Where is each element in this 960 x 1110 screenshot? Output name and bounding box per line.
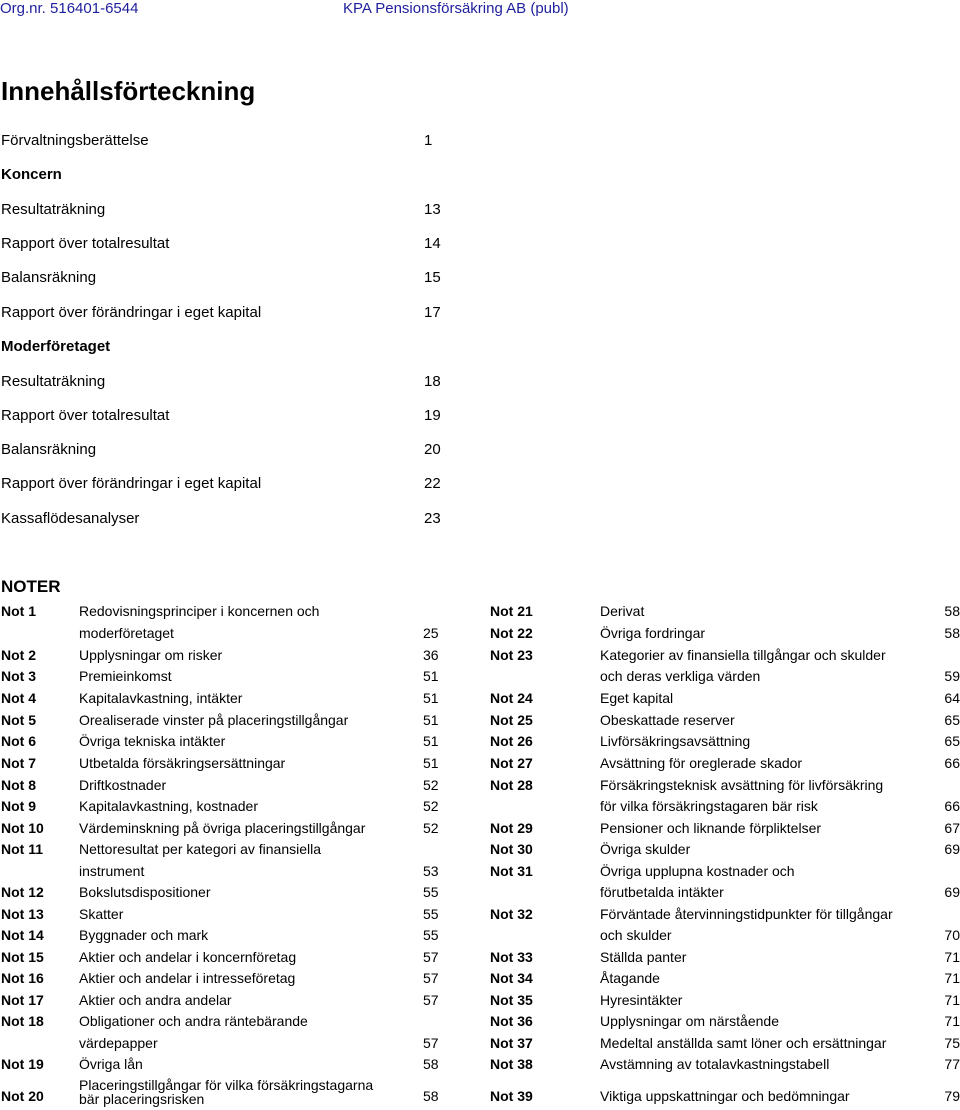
note-label: Orealiserade vinster på placeringstillgångar — [79, 712, 349, 728]
note-page: 51 — [423, 755, 439, 771]
note-label: Skatter — [79, 906, 124, 922]
note-label: Livförsäkringsavsättning — [600, 733, 751, 749]
note-number: Not 24 — [490, 690, 533, 706]
note-page: 59 — [944, 668, 960, 684]
note-page: 52 — [423, 798, 439, 814]
note-number: Not 28 — [490, 777, 533, 793]
note-row[interactable] — [0, 687, 960, 709]
note-row[interactable] — [0, 665, 960, 687]
toc-entry-label: Balansräkning — [1, 269, 97, 286]
company-name: KPA Pensionsförsäkring AB (publ) — [343, 0, 569, 17]
note-number: Not 27 — [490, 755, 533, 771]
toc-entry-page: 23 — [424, 510, 441, 527]
note-number: Not 18 — [1, 1013, 44, 1029]
note-row[interactable] — [0, 967, 960, 989]
note-label: Hyresintäkter — [600, 992, 683, 1008]
note-page: 51 — [423, 712, 439, 728]
toc-entry-page: 22 — [424, 475, 441, 492]
note-page: 51 — [423, 668, 439, 684]
note-label-line-1: Placeringstillgångar för vilka försäkringstagarna — [79, 1077, 374, 1093]
note-page: 25 — [423, 625, 439, 641]
note-label: Upplysningar om närstående — [600, 1013, 779, 1029]
toc-entry[interactable] — [1, 440, 441, 460]
toc-entry-page: 1 — [424, 132, 433, 149]
note-number: Not 15 — [1, 949, 44, 965]
toc-entry-label: Resultaträkning — [1, 201, 106, 218]
note-number: Not 7 — [1, 755, 36, 771]
note-label: Åtagande — [600, 970, 660, 986]
note-number: Not 38 — [490, 1056, 533, 1072]
toc-entry[interactable] — [1, 131, 441, 151]
note-label: Eget kapital — [600, 690, 674, 706]
note-label: Medeltal anställda samt löner och ersättningar — [600, 1035, 887, 1051]
note-label: Bokslutsdispositioner — [79, 884, 211, 900]
note-label: förutbetalda intäkter — [600, 884, 724, 900]
note-page: 58 — [423, 1056, 439, 1072]
note-page: 53 — [423, 863, 439, 879]
note-page: 57 — [423, 970, 439, 986]
note-label: Driftkostnader — [79, 777, 167, 793]
note-row[interactable] — [0, 622, 960, 644]
note-number: Not 33 — [490, 949, 533, 965]
note-label: Övriga skulder — [600, 841, 691, 857]
note-label: Övriga fordringar — [600, 625, 706, 641]
note-row[interactable] — [0, 774, 960, 796]
note-label: Derivat — [600, 603, 645, 619]
note-label: och skulder — [600, 927, 672, 943]
note-number: Not 8 — [1, 777, 36, 793]
note-label: Premieinkomst — [79, 668, 172, 684]
section-heading-moderforetaget: Moderföretaget — [1, 338, 111, 355]
org-number: Org.nr. 516401-6544 — [0, 0, 139, 17]
note-number: Not 13 — [1, 906, 44, 922]
note-row[interactable] — [0, 838, 960, 860]
note-label: Övriga lån — [79, 1056, 143, 1072]
note-page: 70 — [944, 927, 960, 943]
toc-entry-page: 14 — [424, 235, 441, 252]
note-number: Not 22 — [490, 625, 533, 641]
note-label: Övriga tekniska intäkter — [79, 733, 226, 749]
toc-entry-page: 17 — [424, 304, 441, 321]
toc-entry[interactable] — [1, 303, 441, 323]
toc-entry[interactable] — [1, 509, 441, 529]
note-label: Obeskattade reserver — [600, 712, 735, 728]
note-page: 71 — [944, 1013, 960, 1029]
note-label: Övriga upplupna kostnader och — [600, 863, 795, 879]
toc-entry-label: Rapport över totalresultat — [1, 235, 170, 252]
note-label: Kapitalavkastning, kostnader — [79, 798, 258, 814]
toc-entry-page: 13 — [424, 201, 441, 218]
toc-entry[interactable] — [1, 406, 441, 426]
note-label: Aktier och andelar i koncernföretag — [79, 949, 297, 965]
toc-entry[interactable] — [1, 200, 441, 220]
note-label: Pensioner och liknande förpliktelser — [600, 820, 822, 836]
note-row[interactable] — [0, 730, 960, 752]
note-label: Redovisningsprinciper i koncernen och — [79, 603, 320, 619]
note-page: 66 — [944, 798, 960, 814]
note-row[interactable] — [0, 1032, 960, 1054]
note-row[interactable] — [0, 795, 960, 817]
note-label: Aktier och andra andelar — [79, 992, 232, 1008]
note-number: Not 4 — [1, 690, 36, 706]
note-number: Not 37 — [490, 1035, 533, 1051]
note-row[interactable] — [0, 752, 960, 774]
note-row[interactable] — [0, 709, 960, 731]
note-label: Avsättning för oreglerade skador — [600, 755, 803, 771]
note-row[interactable] — [0, 989, 960, 1011]
note-number: Not 29 — [490, 820, 533, 836]
toc-entry-page: 20 — [424, 441, 441, 458]
toc-entry[interactable] — [1, 268, 441, 288]
note-number: Not 6 — [1, 733, 36, 749]
note-number: Not 14 — [1, 927, 44, 943]
note-page: 52 — [423, 777, 439, 793]
note-label: Värdeminskning på övriga placeringstillgångar — [79, 820, 366, 836]
note-number: Not 9 — [1, 798, 36, 814]
note-number: Not 16 — [1, 970, 44, 986]
toc-entry[interactable] — [1, 372, 441, 392]
note-page: 58 — [423, 1088, 439, 1104]
note-number: Not 30 — [490, 841, 533, 857]
note-page: 51 — [423, 690, 439, 706]
note-row[interactable] — [0, 817, 960, 839]
note-page: 55 — [423, 906, 439, 922]
toc-entry-label: Rapport över förändringar i eget kapital — [1, 475, 262, 492]
note-label: Aktier och andelar i intresseföretag — [79, 970, 296, 986]
note-row[interactable] — [0, 644, 960, 666]
note-label: Kategorier av finansiella tillgångar och skulder — [600, 647, 886, 663]
note-page: 75 — [944, 1035, 960, 1051]
toc-entry-label: Rapport över totalresultat — [1, 407, 170, 424]
note-page: 58 — [944, 603, 960, 619]
note-number: Not 20 — [1, 1088, 44, 1104]
note-page: 51 — [423, 733, 439, 749]
note-page: 57 — [423, 992, 439, 1008]
note-label: Försäkringsteknisk avsättning för livförsäkring — [600, 777, 884, 793]
note-row[interactable] — [0, 1010, 960, 1032]
note-label: och deras verkliga värden — [600, 668, 761, 684]
note-page: 57 — [423, 1035, 439, 1051]
note-label: Förväntade återvinningstidpunkter för tillgångar — [600, 906, 893, 922]
note-page: 55 — [423, 884, 439, 900]
toc-entry-page: 19 — [424, 407, 441, 424]
note-number: Not 11 — [1, 841, 44, 857]
note-row[interactable] — [0, 946, 960, 968]
note-row[interactable] — [0, 924, 960, 946]
note-row[interactable] — [0, 600, 960, 622]
toc-entry-label: Balansräkning — [1, 441, 97, 458]
note-label: Viktiga uppskattningar och bedömningar — [600, 1088, 850, 1104]
note-number: Not 10 — [1, 820, 44, 836]
note-number: Not 19 — [1, 1056, 44, 1072]
note-page: 65 — [944, 733, 960, 749]
note-label: Byggnader och mark — [79, 927, 209, 943]
note-page: 77 — [944, 1056, 960, 1072]
note-page: 57 — [423, 949, 439, 965]
toc-entry[interactable] — [1, 474, 441, 494]
note-label-line-2: bär placeringsrisken — [79, 1091, 205, 1107]
note-number: Not 2 — [1, 647, 36, 663]
toc-entry[interactable] — [1, 234, 441, 254]
page-title: Innehållsförteckning — [1, 76, 256, 106]
note-label: Kapitalavkastning, intäkter — [79, 690, 243, 706]
note-number: Not 17 — [1, 992, 44, 1008]
note-number: Not 36 — [490, 1013, 533, 1029]
section-heading-koncern: Koncern — [1, 166, 62, 183]
note-number: Not 12 — [1, 884, 44, 900]
note-number: Not 1 — [1, 603, 36, 619]
note-label: Avstämning av totalavkastningstabell — [600, 1056, 830, 1072]
note-row[interactable] — [0, 1085, 960, 1107]
note-label: Nettoresultat per kategori av finansiella — [79, 841, 322, 857]
note-label: moderföretaget — [79, 625, 174, 641]
note-number: Not 23 — [490, 647, 533, 663]
note-page: 69 — [944, 841, 960, 857]
note-number: Not 26 — [490, 733, 533, 749]
note-page: 71 — [944, 949, 960, 965]
note-row[interactable] — [0, 903, 960, 925]
note-number: Not 32 — [490, 906, 533, 922]
note-page: 65 — [944, 712, 960, 728]
notes-heading: NOTER — [1, 577, 61, 596]
note-label: instrument — [79, 863, 145, 879]
note-page: 79 — [944, 1088, 960, 1104]
toc-entry-label: Resultaträkning — [1, 373, 106, 390]
note-page: 69 — [944, 884, 960, 900]
note-number: Not 34 — [490, 970, 533, 986]
note-number: Not 25 — [490, 712, 533, 728]
toc-entry-label: Förvaltningsberättelse — [1, 132, 149, 149]
note-page: 52 — [423, 820, 439, 836]
note-page: 71 — [944, 992, 960, 1008]
note-number: Not 21 — [490, 603, 533, 619]
note-label: Utbetalda försäkringsersättningar — [79, 755, 286, 771]
note-label: för vilka försäkringstagaren bär risk — [600, 798, 818, 814]
note-number: Not 31 — [490, 863, 533, 879]
note-page: 58 — [944, 625, 960, 641]
note-row[interactable] — [0, 881, 960, 903]
note-number: Not 5 — [1, 712, 36, 728]
note-label: Obligationer och andra räntebärande — [79, 1013, 308, 1029]
note-label: Upplysningar om risker — [79, 647, 223, 663]
note-number: Not 39 — [490, 1088, 533, 1104]
note-page: 67 — [944, 820, 960, 836]
note-row[interactable] — [0, 1053, 960, 1075]
note-row[interactable] — [0, 860, 960, 882]
toc-entry-page: 15 — [424, 269, 441, 286]
note-number: Not 3 — [1, 668, 36, 684]
note-label: värdepapper — [79, 1035, 158, 1051]
note-page: 55 — [423, 927, 439, 943]
toc-entry-label: Rapport över förändringar i eget kapital — [1, 304, 262, 321]
note-page: 36 — [423, 647, 439, 663]
note-page: 64 — [944, 690, 960, 706]
note-number: Not 35 — [490, 992, 533, 1008]
note-page: 66 — [944, 755, 960, 771]
note-label: Ställda panter — [600, 949, 687, 965]
toc-entry-label: Kassaflödesanalyser — [1, 510, 140, 527]
toc-entry-page: 18 — [424, 373, 441, 390]
note-page: 71 — [944, 970, 960, 986]
